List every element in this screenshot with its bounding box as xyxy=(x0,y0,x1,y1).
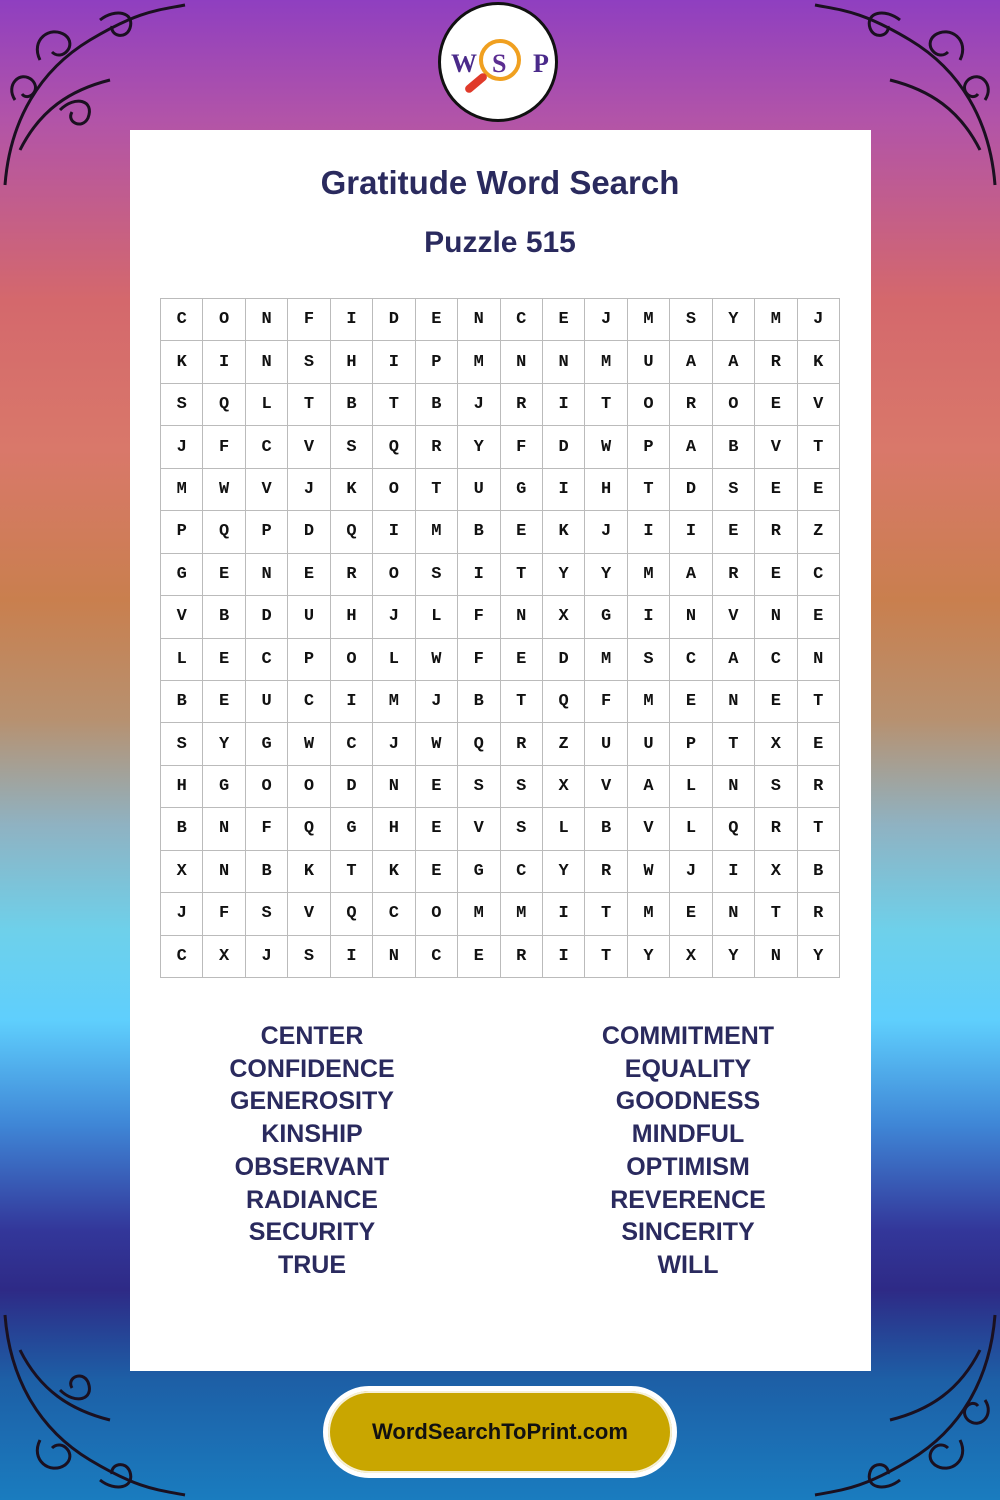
grid-cell[interactable]: A xyxy=(628,766,670,808)
grid-cell[interactable]: F xyxy=(203,893,245,935)
grid-cell[interactable]: I xyxy=(543,936,585,978)
grid-cell[interactable]: C xyxy=(373,893,415,935)
word-list-item: OPTIMISM xyxy=(626,1152,750,1181)
grid-cell[interactable]: H xyxy=(331,596,373,638)
grid-cell[interactable]: E xyxy=(288,554,330,596)
grid-cell[interactable]: R xyxy=(501,723,543,765)
grid-cell[interactable]: K xyxy=(331,469,373,511)
grid-cell[interactable]: Q xyxy=(203,511,245,553)
grid-cell[interactable]: M xyxy=(501,893,543,935)
word-list-item: SECURITY xyxy=(248,1218,376,1247)
grid-cell[interactable]: D xyxy=(543,639,585,681)
grid-cell[interactable]: E xyxy=(501,511,543,553)
grid-cell[interactable]: B xyxy=(416,384,458,426)
grid-cell[interactable]: E xyxy=(416,299,458,341)
grid-cell[interactable]: V xyxy=(628,808,670,850)
grid-cell[interactable]: N xyxy=(543,341,585,383)
grid-cell[interactable]: C xyxy=(246,426,288,468)
puzzle-number: Puzzle 515 xyxy=(424,226,576,259)
grid-cell[interactable]: L xyxy=(670,808,712,850)
grid-cell[interactable]: M xyxy=(628,681,670,723)
grid-cell[interactable]: T xyxy=(798,681,840,723)
grid-cell[interactable]: I xyxy=(458,554,500,596)
grid-cell[interactable]: V xyxy=(755,426,797,468)
grid-cell[interactable]: D xyxy=(543,426,585,468)
grid-cell[interactable]: F xyxy=(501,426,543,468)
grid-cell[interactable]: U xyxy=(288,596,330,638)
grid-cell[interactable]: N xyxy=(246,341,288,383)
grid-cell[interactable]: U xyxy=(458,469,500,511)
word-list-item: COMMITMENT xyxy=(601,1022,775,1050)
grid-cell[interactable]: E xyxy=(798,596,840,638)
grid-cell[interactable]: J xyxy=(416,681,458,723)
grid-cell[interactable]: R xyxy=(416,426,458,468)
grid-cell[interactable]: I xyxy=(713,851,755,893)
grid-cell[interactable]: I xyxy=(203,341,245,383)
grid-cell[interactable]: I xyxy=(543,469,585,511)
grid-cell[interactable]: D xyxy=(331,766,373,808)
grid-cell[interactable]: A xyxy=(670,554,712,596)
grid-cell[interactable]: X xyxy=(543,766,585,808)
grid-cell[interactable]: W xyxy=(585,426,627,468)
grid-cell[interactable]: T xyxy=(501,554,543,596)
word-list-item: GENEROSITY xyxy=(230,1087,394,1116)
grid-cell[interactable]: B xyxy=(331,384,373,426)
grid-cell[interactable]: T xyxy=(585,384,627,426)
grid-cell[interactable]: M xyxy=(755,299,797,341)
grid-cell[interactable]: J xyxy=(288,469,330,511)
grid-cell[interactable]: J xyxy=(458,384,500,426)
grid-cell[interactable]: U xyxy=(628,341,670,383)
grid-cell[interactable]: E xyxy=(798,469,840,511)
grid-cell[interactable]: P xyxy=(416,341,458,383)
grid-cell[interactable]: B xyxy=(458,681,500,723)
grid-cell[interactable]: P xyxy=(161,511,203,553)
grid-cell[interactable]: N xyxy=(670,596,712,638)
grid-cell[interactable]: S xyxy=(501,766,543,808)
grid-cell[interactable]: N xyxy=(203,808,245,850)
grid-cell[interactable]: I xyxy=(373,341,415,383)
grid-cell[interactable]: X xyxy=(543,596,585,638)
grid-cell[interactable]: X xyxy=(203,936,245,978)
grid-cell[interactable]: A xyxy=(713,341,755,383)
grid-cell[interactable]: T xyxy=(798,808,840,850)
grid-cell[interactable]: A xyxy=(670,341,712,383)
grid-cell[interactable]: M xyxy=(628,893,670,935)
word-list-item: CENTER xyxy=(260,1022,364,1050)
grid-cell[interactable]: O xyxy=(331,639,373,681)
grid-cell[interactable]: E xyxy=(755,469,797,511)
grid-cell[interactable]: Y xyxy=(585,554,627,596)
grid-cell[interactable]: J xyxy=(161,426,203,468)
grid-cell[interactable]: V xyxy=(246,469,288,511)
grid-cell[interactable]: H xyxy=(331,341,373,383)
grid-cell[interactable]: F xyxy=(246,808,288,850)
grid-cell[interactable]: S xyxy=(628,639,670,681)
word-list-item: EQUALITY xyxy=(624,1054,752,1083)
grid-cell[interactable]: W xyxy=(628,851,670,893)
grid-cell[interactable]: T xyxy=(331,851,373,893)
grid-cell[interactable]: N xyxy=(373,766,415,808)
grid-cell[interactable]: A xyxy=(670,426,712,468)
grid-cell[interactable]: G xyxy=(203,766,245,808)
grid-cell[interactable]: Q xyxy=(713,808,755,850)
grid-cell[interactable]: I xyxy=(373,511,415,553)
grid-cell[interactable]: N xyxy=(203,851,245,893)
grid-cell[interactable]: E xyxy=(458,936,500,978)
grid-cell[interactable]: Y xyxy=(798,936,840,978)
grid-cell[interactable]: Q xyxy=(331,893,373,935)
grid-cell[interactable]: V xyxy=(585,766,627,808)
grid-cell[interactable]: O xyxy=(373,554,415,596)
grid-cell[interactable]: O xyxy=(203,299,245,341)
grid-cell[interactable]: S xyxy=(670,299,712,341)
site-link-button[interactable]: WordSearchToPrint.com xyxy=(323,1386,677,1478)
grid-cell[interactable]: I xyxy=(543,384,585,426)
grid-cell[interactable]: R xyxy=(501,936,543,978)
grid-cell[interactable]: N xyxy=(798,639,840,681)
grid-cell[interactable]: E xyxy=(203,554,245,596)
grid-cell[interactable]: Q xyxy=(331,511,373,553)
grid-cell[interactable]: E xyxy=(670,681,712,723)
grid-cell[interactable]: U xyxy=(246,681,288,723)
grid-cell[interactable]: Q xyxy=(288,808,330,850)
word-list-item: MINDFUL xyxy=(631,1120,745,1149)
grid-cell[interactable]: X xyxy=(161,851,203,893)
grid-cell[interactable]: D xyxy=(373,299,415,341)
logo-letter: P xyxy=(533,49,549,78)
grid-cell[interactable]: Y xyxy=(543,851,585,893)
grid-cell[interactable]: M xyxy=(628,554,670,596)
grid-cell[interactable]: N xyxy=(755,936,797,978)
grid-cell[interactable]: V xyxy=(458,808,500,850)
grid-cell[interactable]: L xyxy=(670,766,712,808)
word-list-item: RADIANCE xyxy=(246,1185,378,1214)
grid-cell[interactable]: E xyxy=(543,299,585,341)
grid-cell[interactable]: Z xyxy=(543,723,585,765)
grid-cell[interactable]: I xyxy=(331,936,373,978)
grid-cell[interactable]: E xyxy=(203,681,245,723)
grid-cell[interactable]: S xyxy=(288,341,330,383)
grid-cell[interactable]: J xyxy=(373,596,415,638)
grid-cell[interactable]: N xyxy=(713,766,755,808)
grid-cell[interactable]: T xyxy=(501,681,543,723)
grid-cell[interactable]: R xyxy=(798,766,840,808)
grid-cell[interactable]: H xyxy=(373,808,415,850)
grid-cell[interactable]: B xyxy=(798,851,840,893)
word-list-item: KINSHIP xyxy=(261,1120,363,1149)
grid-cell[interactable]: E xyxy=(416,851,458,893)
grid-cell[interactable]: O xyxy=(246,766,288,808)
grid-cell[interactable]: E xyxy=(755,554,797,596)
grid-cell[interactable]: J xyxy=(670,851,712,893)
grid-cell[interactable]: F xyxy=(458,596,500,638)
grid-cell[interactable]: Z xyxy=(798,511,840,553)
grid-cell[interactable]: X xyxy=(755,851,797,893)
grid-cell[interactable]: R xyxy=(670,384,712,426)
grid-cell[interactable]: C xyxy=(161,299,203,341)
grid-cell[interactable]: B xyxy=(246,851,288,893)
grid-cell[interactable]: P xyxy=(670,723,712,765)
grid-cell[interactable]: G xyxy=(246,723,288,765)
grid-cell[interactable]: B xyxy=(161,808,203,850)
grid-cell[interactable]: E xyxy=(670,893,712,935)
grid-cell[interactable]: N xyxy=(458,299,500,341)
grid-cell[interactable]: P xyxy=(628,426,670,468)
grid-cell[interactable]: C xyxy=(798,554,840,596)
grid-cell[interactable]: C xyxy=(501,851,543,893)
grid-cell[interactable]: I xyxy=(628,511,670,553)
word-list-item: OBSERVANT xyxy=(234,1152,390,1181)
grid-cell[interactable]: J xyxy=(798,299,840,341)
grid-cell[interactable]: T xyxy=(585,893,627,935)
grid-cell[interactable]: C xyxy=(288,681,330,723)
grid-cell[interactable]: C xyxy=(670,639,712,681)
grid-cell[interactable]: K xyxy=(288,851,330,893)
grid-cell[interactable]: W xyxy=(288,723,330,765)
grid-cell[interactable]: S xyxy=(288,936,330,978)
grid-cell[interactable]: A xyxy=(713,639,755,681)
word-list-left xyxy=(152,1020,472,1282)
grid-cell[interactable]: T xyxy=(798,426,840,468)
grid-cell[interactable]: G xyxy=(501,469,543,511)
grid-cell[interactable]: V xyxy=(288,893,330,935)
grid-cell[interactable]: G xyxy=(458,851,500,893)
grid-cell[interactable]: S xyxy=(416,554,458,596)
grid-cell[interactable]: Y xyxy=(713,936,755,978)
grid-cell[interactable]: T xyxy=(628,469,670,511)
grid-cell[interactable]: C xyxy=(246,639,288,681)
grid-cell[interactable]: S xyxy=(246,893,288,935)
grid-cell[interactable]: R xyxy=(755,511,797,553)
grid-cell[interactable]: P xyxy=(246,511,288,553)
grid-cell[interactable]: L xyxy=(543,808,585,850)
grid-cell[interactable]: B xyxy=(458,511,500,553)
grid-cell[interactable]: T xyxy=(288,384,330,426)
grid-cell[interactable]: V xyxy=(161,596,203,638)
grid-cell[interactable]: R xyxy=(713,554,755,596)
grid-cell[interactable]: K xyxy=(161,341,203,383)
grid-cell[interactable]: D xyxy=(246,596,288,638)
grid-cell[interactable]: Y xyxy=(543,554,585,596)
grid-cell[interactable]: P xyxy=(288,639,330,681)
grid-cell[interactable]: F xyxy=(288,299,330,341)
grid-cell[interactable]: M xyxy=(585,341,627,383)
site-logo[interactable] xyxy=(438,2,558,122)
grid-cell[interactable]: Q xyxy=(543,681,585,723)
grid-cell[interactable]: S xyxy=(161,723,203,765)
grid-cell[interactable]: V xyxy=(713,596,755,638)
grid-cell[interactable]: T xyxy=(713,723,755,765)
grid-cell[interactable]: W xyxy=(416,639,458,681)
grid-cell[interactable]: C xyxy=(161,936,203,978)
grid-cell[interactable]: N xyxy=(501,341,543,383)
grid-cell[interactable]: T xyxy=(373,384,415,426)
grid-cell[interactable]: B xyxy=(161,681,203,723)
grid-cell[interactable]: B xyxy=(585,808,627,850)
grid-cell[interactable]: H xyxy=(161,766,203,808)
grid-cell[interactable]: E xyxy=(755,681,797,723)
grid-cell[interactable]: J xyxy=(246,936,288,978)
grid-cell[interactable]: I xyxy=(331,299,373,341)
grid-cell[interactable]: M xyxy=(416,511,458,553)
grid-cell[interactable]: S xyxy=(501,808,543,850)
grid-cell[interactable]: Y xyxy=(458,426,500,468)
grid-cell[interactable]: D xyxy=(670,469,712,511)
grid-cell[interactable]: N xyxy=(713,681,755,723)
grid-cell[interactable]: Q xyxy=(458,723,500,765)
grid-cell[interactable]: M xyxy=(373,681,415,723)
grid-cell[interactable]: O xyxy=(416,893,458,935)
grid-cell[interactable]: O xyxy=(373,469,415,511)
grid-cell[interactable]: E xyxy=(501,639,543,681)
grid-cell[interactable]: R xyxy=(798,893,840,935)
grid-cell[interactable]: L xyxy=(416,596,458,638)
grid-cell[interactable]: U xyxy=(585,723,627,765)
grid-cell[interactable]: E xyxy=(755,384,797,426)
grid-cell[interactable]: S xyxy=(755,766,797,808)
grid-cell[interactable]: B xyxy=(713,426,755,468)
grid-cell[interactable]: G xyxy=(585,596,627,638)
page-title: Gratitude Word Search xyxy=(320,164,680,201)
grid-cell[interactable]: Y xyxy=(203,723,245,765)
grid-cell[interactable]: O xyxy=(288,766,330,808)
grid-cell[interactable]: W xyxy=(203,469,245,511)
grid-cell[interactable]: C xyxy=(331,723,373,765)
grid-cell[interactable]: D xyxy=(288,511,330,553)
grid-cell[interactable]: O xyxy=(628,384,670,426)
grid-cell[interactable]: K xyxy=(798,341,840,383)
word-list-item: GOODNESS xyxy=(615,1087,761,1116)
grid-cell[interactable]: I xyxy=(543,893,585,935)
grid-cell[interactable]: Y xyxy=(628,936,670,978)
grid-cell[interactable]: G xyxy=(331,808,373,850)
grid-cell[interactable]: F xyxy=(458,639,500,681)
grid-cell[interactable]: N xyxy=(246,299,288,341)
grid-cell[interactable]: M xyxy=(628,299,670,341)
grid-cell[interactable]: R xyxy=(755,808,797,850)
grid-cell[interactable]: J xyxy=(161,893,203,935)
grid-cell[interactable]: R xyxy=(755,341,797,383)
grid-cell[interactable]: X xyxy=(670,936,712,978)
grid-cell[interactable]: E xyxy=(203,639,245,681)
word-list-item: CONFIDENCE xyxy=(229,1054,395,1083)
grid-cell[interactable]: N xyxy=(501,596,543,638)
grid-cell[interactable]: T xyxy=(585,936,627,978)
grid-cell[interactable]: E xyxy=(416,808,458,850)
grid-cell[interactable]: S xyxy=(161,384,203,426)
grid-cell[interactable]: I xyxy=(670,511,712,553)
grid-cell[interactable]: L xyxy=(246,384,288,426)
word-list-item: WILL xyxy=(657,1250,719,1279)
grid-cell[interactable]: L xyxy=(373,639,415,681)
word-list-right xyxy=(528,1020,848,1282)
grid-cell[interactable]: N xyxy=(713,893,755,935)
grid-cell[interactable]: E xyxy=(798,723,840,765)
grid-cell[interactable]: M xyxy=(458,341,500,383)
grid-cell[interactable]: Y xyxy=(713,299,755,341)
grid-cell[interactable]: J xyxy=(585,299,627,341)
grid-cell[interactable]: E xyxy=(713,511,755,553)
grid-cell[interactable]: K xyxy=(543,511,585,553)
grid-cell[interactable]: F xyxy=(585,681,627,723)
grid-cell[interactable]: Q xyxy=(203,384,245,426)
grid-cell[interactable]: C xyxy=(416,936,458,978)
grid-cell[interactable]: N xyxy=(246,554,288,596)
grid-cell[interactable]: J xyxy=(585,511,627,553)
grid-cell[interactable]: U xyxy=(628,723,670,765)
logo-letter: W xyxy=(451,49,477,78)
grid-cell[interactable]: R xyxy=(331,554,373,596)
grid-cell[interactable]: F xyxy=(203,426,245,468)
grid-cell[interactable]: O xyxy=(713,384,755,426)
grid-cell[interactable]: B xyxy=(203,596,245,638)
logo-letter: S xyxy=(492,49,507,78)
grid-cell[interactable]: X xyxy=(755,723,797,765)
grid-cell[interactable]: L xyxy=(161,639,203,681)
grid-cell[interactable]: W xyxy=(416,723,458,765)
grid-cell[interactable]: T xyxy=(416,469,458,511)
grid-cell[interactable]: M xyxy=(161,469,203,511)
grid-cell[interactable]: N xyxy=(373,936,415,978)
grid-cell[interactable]: V xyxy=(798,384,840,426)
grid-cell[interactable]: I xyxy=(628,596,670,638)
letter-grid xyxy=(160,298,840,978)
grid-cell[interactable]: C xyxy=(755,639,797,681)
grid-cell[interactable]: V xyxy=(288,426,330,468)
grid-cell[interactable]: M xyxy=(458,893,500,935)
word-list-item: SINCERITY xyxy=(621,1218,755,1247)
grid-cell[interactable]: C xyxy=(501,299,543,341)
grid-cell[interactable]: E xyxy=(416,766,458,808)
grid-cell[interactable]: S xyxy=(331,426,373,468)
grid-cell[interactable]: H xyxy=(585,469,627,511)
grid-cell[interactable]: N xyxy=(755,596,797,638)
grid-cell[interactable]: R xyxy=(501,384,543,426)
grid-cell[interactable]: T xyxy=(755,893,797,935)
grid-cell[interactable]: R xyxy=(585,851,627,893)
grid-cell[interactable]: S xyxy=(713,469,755,511)
grid-cell[interactable]: M xyxy=(585,639,627,681)
grid-cell[interactable]: G xyxy=(161,554,203,596)
word-list-item: REVERENCE xyxy=(610,1185,766,1214)
grid-cell[interactable]: Q xyxy=(373,426,415,468)
grid-cell[interactable]: J xyxy=(373,723,415,765)
grid-cell[interactable]: S xyxy=(458,766,500,808)
grid-cell[interactable]: K xyxy=(373,851,415,893)
grid-cell[interactable]: I xyxy=(331,681,373,723)
word-list-item: TRUE xyxy=(277,1250,347,1279)
